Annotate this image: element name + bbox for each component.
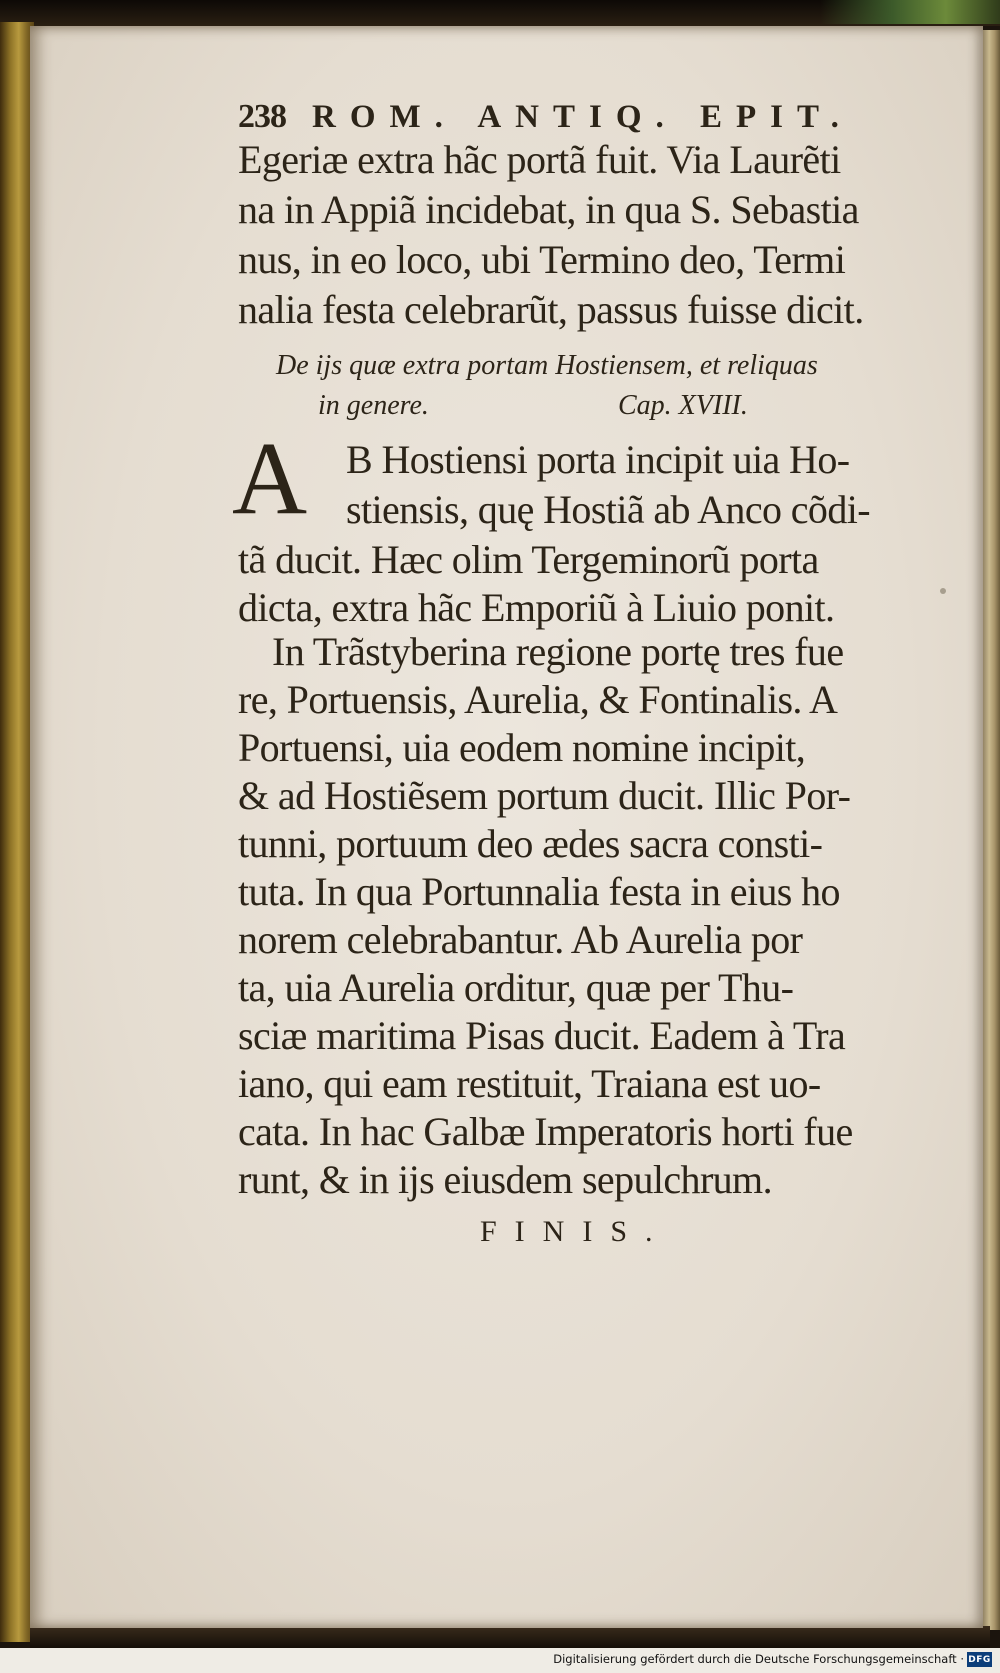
text-line: B Hostiensi porta incipit uia Ho-	[346, 437, 850, 482]
text-line: na in Appiã incidebat, in qua S. Sebastia	[238, 187, 859, 232]
text-line: tuta. In qua Portunnalia festa in eius ho	[238, 869, 840, 914]
text-line: iano, qui eam restituit, Traiana est uo-	[238, 1061, 821, 1106]
page-number: 238	[238, 98, 286, 135]
text-line: re, Portuensis, Aurelia, & Fontinalis. A	[238, 677, 838, 722]
text-line: nalia festa celebrarũt, passus fuisse dicit.	[238, 287, 864, 332]
drop-cap: A	[232, 421, 308, 536]
funding-credit: Digitalisierung gefördert durch die Deutsche Forschungsgemeinschaft ·	[553, 1652, 964, 1666]
text-line: cata. In hac Galbæ Imperatoris horti fue	[238, 1109, 853, 1154]
text-line: Portuensi, uia eodem nomine incipit,	[238, 725, 806, 770]
text-line: stiensis, quę Hostiã ab Anco cõdi-	[346, 487, 870, 532]
chapter-number: Cap. XVIII.	[618, 390, 748, 421]
cover-corner	[820, 0, 1000, 24]
running-title: ROM. ANTIQ. EPIT.	[312, 99, 853, 135]
text-line: tunni, portuum deo ædes sacra consti-	[238, 821, 823, 866]
book-cover-right	[982, 30, 1000, 1630]
text-line: nus, in eo loco, ubi Termino deo, Termi	[238, 237, 846, 282]
text-line: dicta, extra hãc Emporiũ à Liuio ponit.	[238, 585, 835, 630]
text-line: norem celebrabantur. Ab Aurelia por	[238, 917, 803, 962]
dfg-logo: DFG	[967, 1652, 992, 1667]
page-bottom-shadow	[30, 1626, 990, 1648]
book-cover-left	[0, 22, 34, 1642]
text-line: & ad Hostiẽsem portum ducit. Illic Por-	[238, 773, 851, 818]
chapter-heading-line2: in genere.	[318, 390, 429, 421]
paper-speck	[940, 588, 946, 594]
text-line: In Trãstyberina regione portę tres fue	[272, 629, 844, 674]
text-line: runt, & in ijs eiusdem sepulchrum.	[238, 1157, 772, 1202]
chapter-heading-line1: De ijs quæ extra portam Hostiensem, et reliquas	[276, 350, 818, 381]
text-line: Egeriæ extra hãc portã fuit. Via Laurẽti	[238, 137, 841, 182]
text-line: ta, uia Aurelia orditur, quæ per Thu-	[238, 965, 794, 1010]
text-line: tã ducit. Hæc olim Tergeminorũ porta	[238, 537, 819, 582]
text-line: sciæ maritima Pisas ducit. Eadem à Tra	[238, 1013, 846, 1058]
finis: FINIS.	[480, 1215, 671, 1248]
